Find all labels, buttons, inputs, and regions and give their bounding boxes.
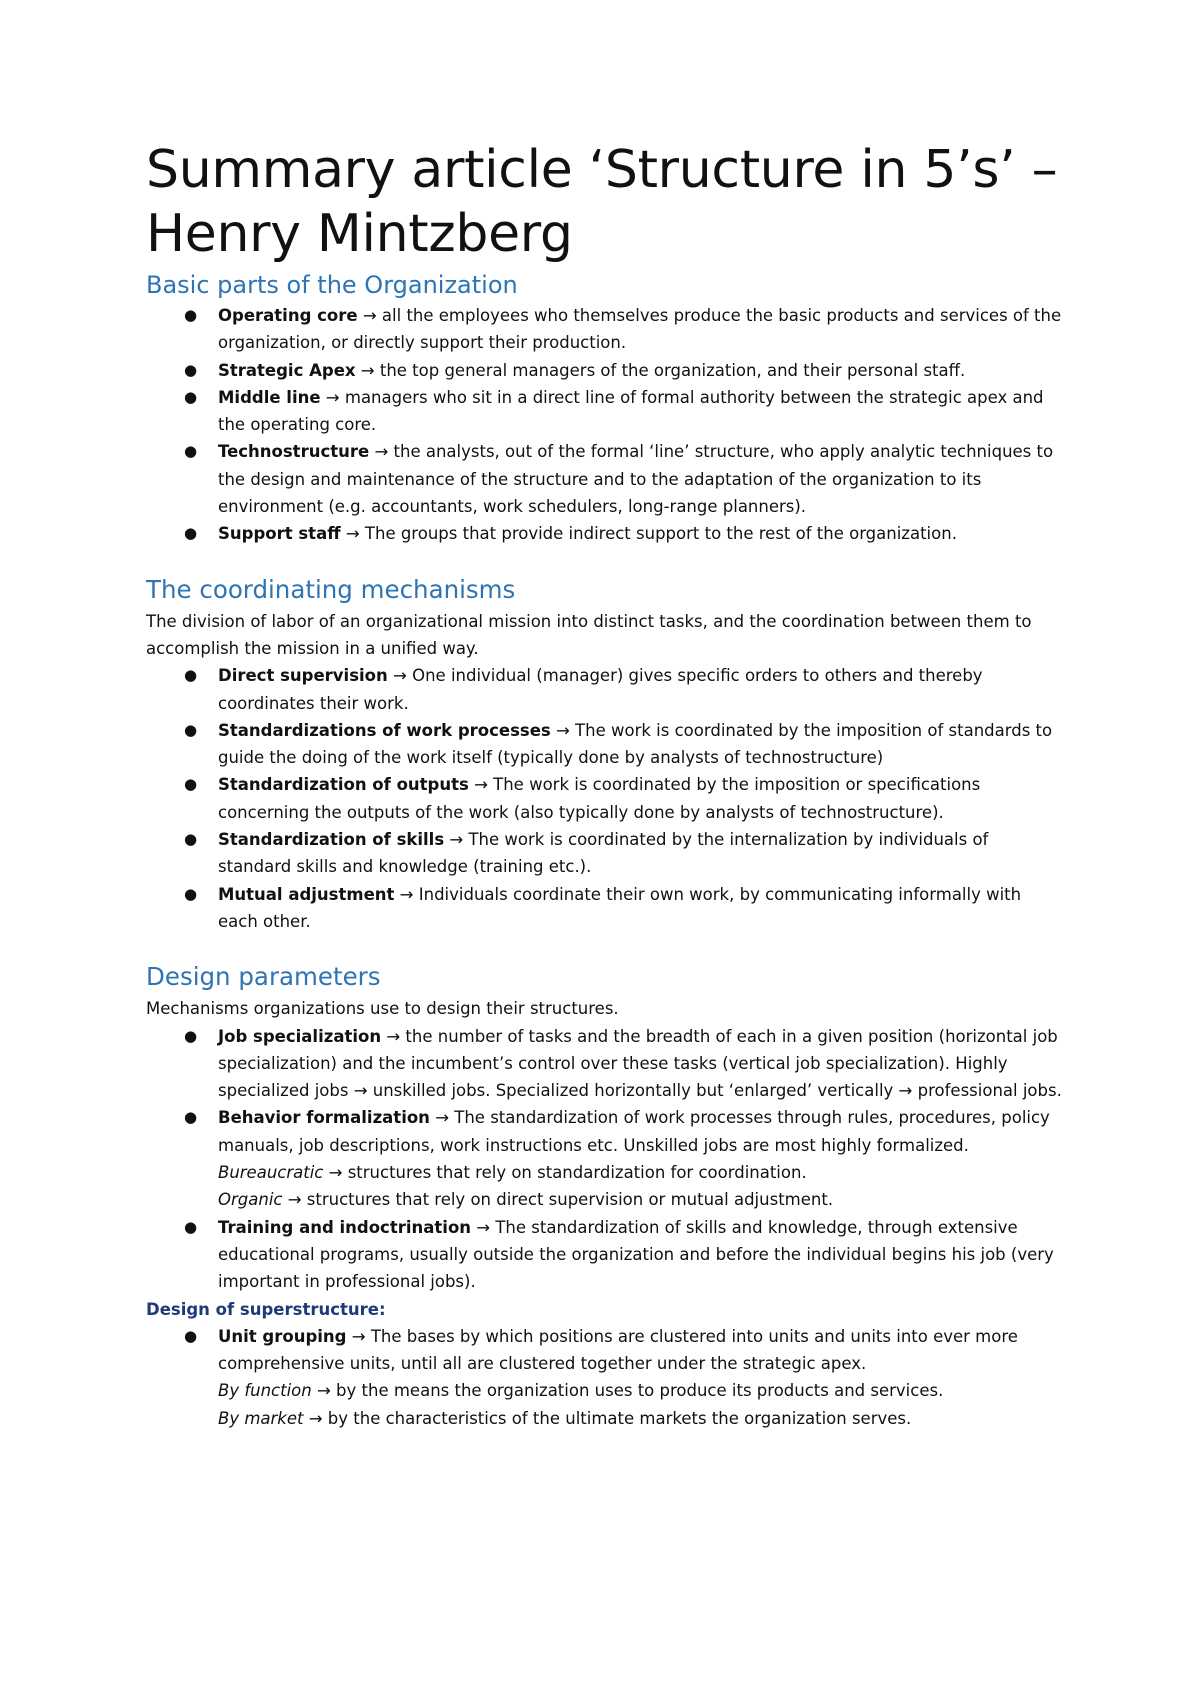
- bullet-icon: ●: [184, 666, 198, 685]
- definition: The work is coordinated by the imposition of standards to guide the doing of the work itself (typically done by analysts of technostructure): [218, 720, 1053, 768]
- arrow-icon: →: [325, 387, 340, 407]
- arrow-icon: →: [449, 830, 464, 850]
- list-item: [146, 384, 1066, 439]
- subterm-definition: structures that rely on standardization for coordination.: [342, 1163, 807, 1183]
- list-item: [146, 1023, 1066, 1105]
- section-intro: The division of labor of an organizational mission into distinct tasks, and the coordination between them to accomplish the mission in a unified way.: [146, 611, 1032, 658]
- arrow-icon: →: [287, 1190, 302, 1210]
- term: Job specialization: [218, 1026, 382, 1046]
- document-page: [146, 138, 1066, 1432]
- arrow-icon: →: [360, 360, 375, 380]
- arrow-icon: →: [555, 720, 570, 740]
- list-item: [146, 438, 1066, 520]
- term: Unit grouping: [218, 1326, 347, 1346]
- bullet-icon: ●: [184, 1217, 198, 1236]
- arrow-icon: →: [476, 1217, 491, 1237]
- bullet-icon: ●: [184, 775, 198, 794]
- definition-continued: professional jobs.: [912, 1081, 1062, 1101]
- list-item: [146, 1104, 1066, 1213]
- term: Behavior formalization: [218, 1108, 430, 1128]
- term: Direct supervision: [218, 666, 388, 686]
- list-item: [146, 717, 1066, 772]
- list-item: [146, 662, 1066, 717]
- definition: the top general managers of the organization, and their personal staff.: [374, 360, 966, 380]
- arrow-icon: →: [399, 884, 414, 904]
- definition: The standardization of skills and knowledge, through extensive educational programs, usually outside the organization and before the individual begins his job (very important in professional jobs).: [218, 1217, 1054, 1292]
- bullet-list-coordinating-mechanisms: [146, 662, 1066, 935]
- bullet-icon: ●: [184, 720, 198, 739]
- list-item: [146, 1214, 1066, 1296]
- bullet-list-basic-parts: [146, 302, 1066, 548]
- list-item: [146, 826, 1066, 881]
- term: Support staff: [218, 524, 341, 544]
- term: Training and indoctrination: [218, 1217, 472, 1237]
- document-title: Summary article ‘Structure in 5’s’ – Henry Mintzberg: [146, 140, 1058, 264]
- arrow-icon: →: [374, 442, 389, 462]
- bullet-icon: ●: [184, 306, 198, 324]
- definition: The bases by which positions are clustered into units and units into ever more comprehensive units, until all are clustered together under the strategic apex.: [218, 1326, 1018, 1374]
- subterm: Organic: [218, 1190, 283, 1210]
- list-item: [146, 357, 1066, 384]
- bullet-list-design-parameters: [146, 1023, 1066, 1296]
- arrow-icon: →: [362, 306, 377, 325]
- bullet-icon: ●: [184, 1026, 198, 1045]
- definition: the number of tasks and the breadth of each in a given position (horizontal job specialization) and the incumbent’s control over these tasks (vertical job specialization). Highly specialized jobs: [218, 1026, 1058, 1101]
- definition: all the employees who themselves produce the basic products and services of the organization, or directly support their production.: [218, 306, 1062, 353]
- bullet-icon: ●: [184, 884, 198, 903]
- subterm: By function: [218, 1381, 312, 1401]
- subterm-definition: by the means the organization uses to produce its products and services.: [330, 1381, 944, 1401]
- definition: The standardization of work processes through rules, procedures, policy manuals, job descriptions, work instructions etc. Unskilled jobs are most highly formalized.: [218, 1108, 1050, 1155]
- arrow-icon: →: [316, 1381, 331, 1401]
- arrow-icon: →: [393, 666, 407, 686]
- list-item: [146, 520, 1066, 547]
- arrow-icon: →: [328, 1163, 343, 1183]
- definition: Individuals coordinate their own work, by communicating informally with each other.: [218, 884, 1022, 931]
- arrow-icon: →: [474, 775, 488, 795]
- term: Standardization of outputs: [218, 775, 469, 795]
- definition: The groups that provide indirect support to the rest of the organization.: [359, 524, 957, 544]
- bullet-list-superstructure: [146, 1323, 1066, 1432]
- list-item: [146, 771, 1066, 826]
- definition: The work is coordinated by the internalization by individuals of standard skills and knowledge (training etc.).: [218, 830, 989, 877]
- arrow-icon: →: [435, 1108, 450, 1128]
- section-intro: Mechanisms organizations use to design their structures.: [146, 999, 619, 1019]
- section-heading-design-parameters: Design parameters: [146, 962, 381, 992]
- definition: the analysts, out of the formal ‘line’ structure, who apply analytic techniques to the design and maintenance of the structure and to the adaptation of the organization to its environment (e.g. accountants, work schedulers, long-range planners).: [218, 442, 1054, 517]
- list-item: [146, 302, 1066, 357]
- list-item: [146, 1323, 1066, 1432]
- arrow-icon: →: [345, 524, 360, 544]
- definition-continued: unskilled jobs. Specialized horizontally but ‘enlarged’ vertically: [367, 1081, 899, 1101]
- term: Mutual adjustment: [218, 884, 395, 904]
- definition: The work is coordinated by the imposition or specifications concerning the outputs of the work (also typically done by analysts of technostructure).: [218, 775, 981, 822]
- arrow-icon: →: [386, 1026, 401, 1046]
- term: Operating core: [218, 306, 358, 325]
- bullet-icon: ●: [184, 1108, 198, 1127]
- bullet-icon: ●: [184, 830, 198, 849]
- subterm-definition: structures that rely on direct supervision or mutual adjustment.: [301, 1190, 834, 1210]
- term: Standardization of skills: [218, 830, 445, 850]
- term: Strategic Apex: [218, 360, 356, 380]
- bullet-icon: ●: [184, 387, 198, 406]
- arrow-icon: →: [351, 1326, 366, 1346]
- definition: managers who sit in a direct line of formal authority between the strategic apex and the operating core.: [218, 387, 1044, 435]
- subterm: By market: [218, 1408, 304, 1428]
- subterm: Bureaucratic: [218, 1163, 324, 1183]
- section-heading-basic-parts: Basic parts of the Organization: [146, 271, 518, 299]
- term: Middle line: [218, 387, 321, 407]
- bullet-icon: ●: [184, 524, 198, 543]
- term: Standardizations of work processes: [218, 720, 551, 740]
- section-heading-coordinating-mechanisms: The coordinating mechanisms: [146, 574, 516, 604]
- bullet-icon: ●: [184, 442, 198, 461]
- list-item: [146, 881, 1066, 936]
- subheading-design-of-superstructure: Design of superstructure:: [146, 1299, 386, 1319]
- arrow-icon: →: [308, 1408, 323, 1428]
- arrow-icon: →: [898, 1081, 913, 1101]
- arrow-icon: →: [353, 1081, 368, 1101]
- bullet-icon: ●: [184, 360, 198, 379]
- term: Technostructure: [218, 442, 370, 462]
- subterm-definition: by the characteristics of the ultimate markets the organization serves.: [322, 1408, 912, 1428]
- definition: One individual (manager) gives specific orders to others and thereby coordinates their work.: [218, 666, 983, 713]
- bullet-icon: ●: [184, 1326, 198, 1345]
